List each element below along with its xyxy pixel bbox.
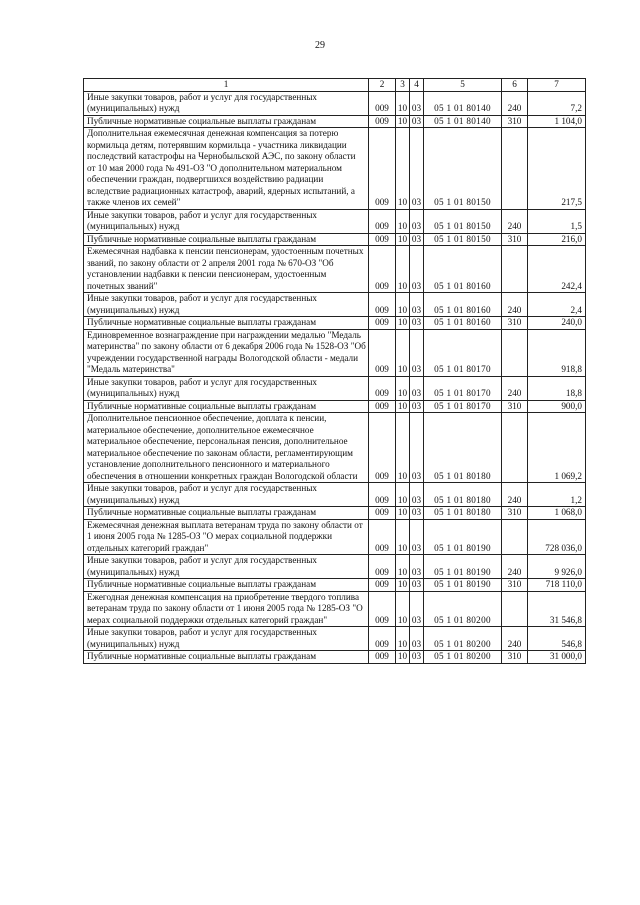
row-vr-cell: 310 [502, 507, 528, 520]
table-row [84, 519, 586, 555]
row-rz-cell: 10 [396, 507, 410, 520]
row-sum-cell: 718 110,0 [528, 579, 586, 592]
row-csr-cell: 05 1 01 80190 [424, 519, 502, 555]
table-row [84, 246, 586, 293]
row-rz-cell: 10 [396, 115, 410, 128]
row-rz-cell: 10 [396, 400, 410, 413]
row-name-cell: Иные закупки товаров, работ и услуг для государственных (муниципальных) нужд [84, 376, 369, 400]
row-ved-cell: 009 [369, 329, 396, 376]
row-vr-cell: 240 [502, 293, 528, 317]
row-ved-cell: 009 [369, 651, 396, 664]
row-name-cell: Иные закупки товаров, работ и услуг для государственных (муниципальных) нужд [84, 209, 369, 233]
header-col-7: 7 [528, 79, 586, 92]
table-row [84, 413, 586, 483]
row-sum-cell: 1,2 [528, 483, 586, 507]
table-row [84, 507, 586, 520]
row-vr-cell: 240 [502, 209, 528, 233]
row-ved-cell: 009 [369, 209, 396, 233]
row-rz-cell: 10 [396, 91, 410, 115]
row-pr-cell: 03 [410, 209, 424, 233]
row-pr-cell: 03 [410, 128, 424, 210]
row-sum-cell: 900,0 [528, 400, 586, 413]
table-row [84, 376, 586, 400]
row-csr-cell: 05 1 01 80180 [424, 507, 502, 520]
row-csr-cell: 05 1 01 80190 [424, 579, 502, 592]
row-csr-cell: 05 1 01 80150 [424, 209, 502, 233]
row-vr-cell: 310 [502, 317, 528, 330]
row-name-cell: Публичные нормативные социальные выплаты гражданам [84, 579, 369, 592]
table-row [84, 483, 586, 507]
row-name-cell: Иные закупки товаров, работ и услуг для государственных (муниципальных) нужд [84, 483, 369, 507]
row-pr-cell: 03 [410, 579, 424, 592]
row-rz-cell: 10 [396, 329, 410, 376]
row-sum-cell: 546,8 [528, 627, 586, 651]
table-row [84, 579, 586, 592]
row-sum-cell: 728 036,0 [528, 519, 586, 555]
budget-table [83, 78, 586, 664]
row-rz-cell: 10 [396, 246, 410, 293]
row-sum-cell: 240,0 [528, 317, 586, 330]
row-name-cell: Дополнительное пенсионное обеспечение, доплата к пенсии, материальное обеспечение, дополнительное ежемесячное материальное обеспечение, персональная пенсия, дополнительное материальное обеспечение по законам области, регламентирующим установление дополнительного пенсионного и материального обеспечения в отношении конкретных граждан Вологодской области [84, 413, 369, 483]
row-ved-cell: 009 [369, 317, 396, 330]
row-name-cell: Иные закупки товаров, работ и услуг для государственных (муниципальных) нужд [84, 627, 369, 651]
table-row [84, 293, 586, 317]
row-ved-cell: 009 [369, 519, 396, 555]
row-sum-cell: 31 546,8 [528, 591, 586, 627]
row-csr-cell: 05 1 01 80170 [424, 376, 502, 400]
row-ved-cell: 009 [369, 555, 396, 579]
row-ved-cell: 009 [369, 246, 396, 293]
table-row [84, 209, 586, 233]
table-row [84, 591, 586, 627]
row-ved-cell: 009 [369, 413, 396, 483]
row-pr-cell: 03 [410, 115, 424, 128]
row-ved-cell: 009 [369, 400, 396, 413]
row-name-cell: Ежегодная денежная компенсация на приобретение твердого топлива ветеранам труда по закону области от 1 июня 2005 года № 1285-ОЗ "О мерах социальной поддержки отдельных категорий граждан" [84, 591, 369, 627]
row-rz-cell: 10 [396, 519, 410, 555]
row-name-cell: Публичные нормативные социальные выплаты гражданам [84, 115, 369, 128]
row-ved-cell: 009 [369, 128, 396, 210]
row-name-cell: Публичные нормативные социальные выплаты гражданам [84, 317, 369, 330]
row-vr-cell [502, 329, 528, 376]
header-col-2: 2 [369, 79, 396, 92]
row-pr-cell: 03 [410, 233, 424, 246]
row-rz-cell: 10 [396, 579, 410, 592]
row-name-cell: Публичные нормативные социальные выплаты гражданам [84, 651, 369, 664]
row-pr-cell: 03 [410, 317, 424, 330]
row-vr-cell: 240 [502, 483, 528, 507]
table-row [84, 317, 586, 330]
row-ved-cell: 009 [369, 376, 396, 400]
row-csr-cell: 05 1 01 80170 [424, 329, 502, 376]
row-vr-cell: 310 [502, 115, 528, 128]
row-rz-cell: 10 [396, 233, 410, 246]
row-name-cell: Публичные нормативные социальные выплаты гражданам [84, 507, 369, 520]
row-rz-cell: 10 [396, 627, 410, 651]
table-row [84, 555, 586, 579]
row-ved-cell: 009 [369, 579, 396, 592]
row-csr-cell: 05 1 01 80140 [424, 91, 502, 115]
row-ved-cell: 009 [369, 91, 396, 115]
row-rz-cell: 10 [396, 413, 410, 483]
row-sum-cell: 1 068,0 [528, 507, 586, 520]
row-pr-cell: 03 [410, 413, 424, 483]
row-name-cell: Иные закупки товаров, работ и услуг для государственных (муниципальных) нужд [84, 555, 369, 579]
table-row [84, 329, 586, 376]
row-ved-cell: 009 [369, 591, 396, 627]
row-vr-cell: 310 [502, 233, 528, 246]
row-sum-cell: 2,4 [528, 293, 586, 317]
row-rz-cell: 10 [396, 651, 410, 664]
row-rz-cell: 10 [396, 128, 410, 210]
row-sum-cell: 18,8 [528, 376, 586, 400]
row-pr-cell: 03 [410, 627, 424, 651]
header-col-4: 4 [410, 79, 424, 92]
row-vr-cell: 310 [502, 400, 528, 413]
row-name-cell: Единовременное вознаграждение при награждении медалью "Медаль материнства" по закону области от 6 декабря 2006 года № 1528-ОЗ "Об учреждении государственной награды Вологодской области - медали "Медаль материнства" [84, 329, 369, 376]
row-csr-cell: 05 1 01 80160 [424, 293, 502, 317]
header-row [84, 79, 586, 92]
row-csr-cell: 05 1 01 80170 [424, 400, 502, 413]
row-rz-cell: 10 [396, 293, 410, 317]
table-row [84, 91, 586, 115]
row-sum-cell: 31 000,0 [528, 651, 586, 664]
row-rz-cell: 10 [396, 209, 410, 233]
row-pr-cell: 03 [410, 519, 424, 555]
row-rz-cell: 10 [396, 483, 410, 507]
row-vr-cell: 240 [502, 627, 528, 651]
row-csr-cell: 05 1 01 80160 [424, 317, 502, 330]
row-sum-cell: 1,5 [528, 209, 586, 233]
row-csr-cell: 05 1 01 80200 [424, 591, 502, 627]
row-csr-cell: 05 1 01 80180 [424, 413, 502, 483]
row-csr-cell: 05 1 01 80160 [424, 246, 502, 293]
row-pr-cell: 03 [410, 376, 424, 400]
table-row [84, 128, 586, 210]
header-col-1: 1 [84, 79, 369, 92]
row-sum-cell: 1 069,2 [528, 413, 586, 483]
row-name-cell: Дополнительная ежемесячная денежная компенсация за потерю кормильца детям, потерявшим кормильца - участника ликвидации последствий катастрофы на Чернобыльской АЭС, по закону области от 10 мая 2000 года № 491-ОЗ "О дополнительном материальном обеспечении граждан, подвергшихся воздействию радиации вследствие радиационных катастроф, аварий, ядерных испытаний, а также членов их семей" [84, 128, 369, 210]
row-sum-cell: 217,5 [528, 128, 586, 210]
table-row [84, 651, 586, 664]
row-sum-cell: 1 104,0 [528, 115, 586, 128]
row-csr-cell: 05 1 01 80150 [424, 128, 502, 210]
row-vr-cell: 240 [502, 555, 528, 579]
row-csr-cell: 05 1 01 80140 [424, 115, 502, 128]
row-pr-cell: 03 [410, 329, 424, 376]
row-csr-cell: 05 1 01 80200 [424, 627, 502, 651]
row-vr-cell [502, 591, 528, 627]
row-vr-cell [502, 519, 528, 555]
row-rz-cell: 10 [396, 555, 410, 579]
row-pr-cell: 03 [410, 400, 424, 413]
row-pr-cell: 03 [410, 293, 424, 317]
row-ved-cell: 009 [369, 293, 396, 317]
row-ved-cell: 009 [369, 507, 396, 520]
row-ved-cell: 009 [369, 115, 396, 128]
row-sum-cell: 216,0 [528, 233, 586, 246]
header-col-5: 5 [424, 79, 502, 92]
row-vr-cell: 240 [502, 91, 528, 115]
row-csr-cell: 05 1 01 80180 [424, 483, 502, 507]
row-vr-cell [502, 246, 528, 293]
row-pr-cell: 03 [410, 591, 424, 627]
header-col-3: 3 [396, 79, 410, 92]
row-vr-cell: 240 [502, 376, 528, 400]
row-vr-cell: 310 [502, 651, 528, 664]
row-vr-cell [502, 413, 528, 483]
table-row [84, 400, 586, 413]
row-pr-cell: 03 [410, 91, 424, 115]
row-pr-cell: 03 [410, 555, 424, 579]
row-ved-cell: 009 [369, 627, 396, 651]
row-pr-cell: 03 [410, 483, 424, 507]
row-name-cell: Иные закупки товаров, работ и услуг для государственных (муниципальных) нужд [84, 91, 369, 115]
row-sum-cell: 9 926,0 [528, 555, 586, 579]
table-row [84, 627, 586, 651]
row-name-cell: Ежемесячная денежная выплата ветеранам труда по закону области от 1 июня 2005 года № 1285-ОЗ "О мерах социальной поддержки отдельных категорий граждан" [84, 519, 369, 555]
row-csr-cell: 05 1 01 80200 [424, 651, 502, 664]
table-row [84, 115, 586, 128]
row-name-cell: Публичные нормативные социальные выплаты гражданам [84, 233, 369, 246]
row-ved-cell: 009 [369, 233, 396, 246]
row-pr-cell: 03 [410, 246, 424, 293]
row-vr-cell: 310 [502, 579, 528, 592]
table-row [84, 233, 586, 246]
row-name-cell: Иные закупки товаров, работ и услуг для государственных (муниципальных) нужд [84, 293, 369, 317]
row-pr-cell: 03 [410, 507, 424, 520]
row-pr-cell: 03 [410, 651, 424, 664]
page-number: 29 [315, 40, 325, 51]
row-sum-cell: 242,4 [528, 246, 586, 293]
header-col-6: 6 [502, 79, 528, 92]
row-sum-cell: 7,2 [528, 91, 586, 115]
row-name-cell: Ежемесячная надбавка к пенсии пенсионерам, удостоенным почетных званий, по закону области от 2 апреля 2001 года № 670-ОЗ "Об установлении надбавки к пенсии пенсионерам, удостоенным почетных званий" [84, 246, 369, 293]
row-rz-cell: 10 [396, 317, 410, 330]
row-rz-cell: 10 [396, 591, 410, 627]
row-ved-cell: 009 [369, 483, 396, 507]
row-csr-cell: 05 1 01 80190 [424, 555, 502, 579]
row-name-cell: Публичные нормативные социальные выплаты гражданам [84, 400, 369, 413]
row-rz-cell: 10 [396, 376, 410, 400]
row-vr-cell [502, 128, 528, 210]
row-sum-cell: 918,8 [528, 329, 586, 376]
row-csr-cell: 05 1 01 80150 [424, 233, 502, 246]
